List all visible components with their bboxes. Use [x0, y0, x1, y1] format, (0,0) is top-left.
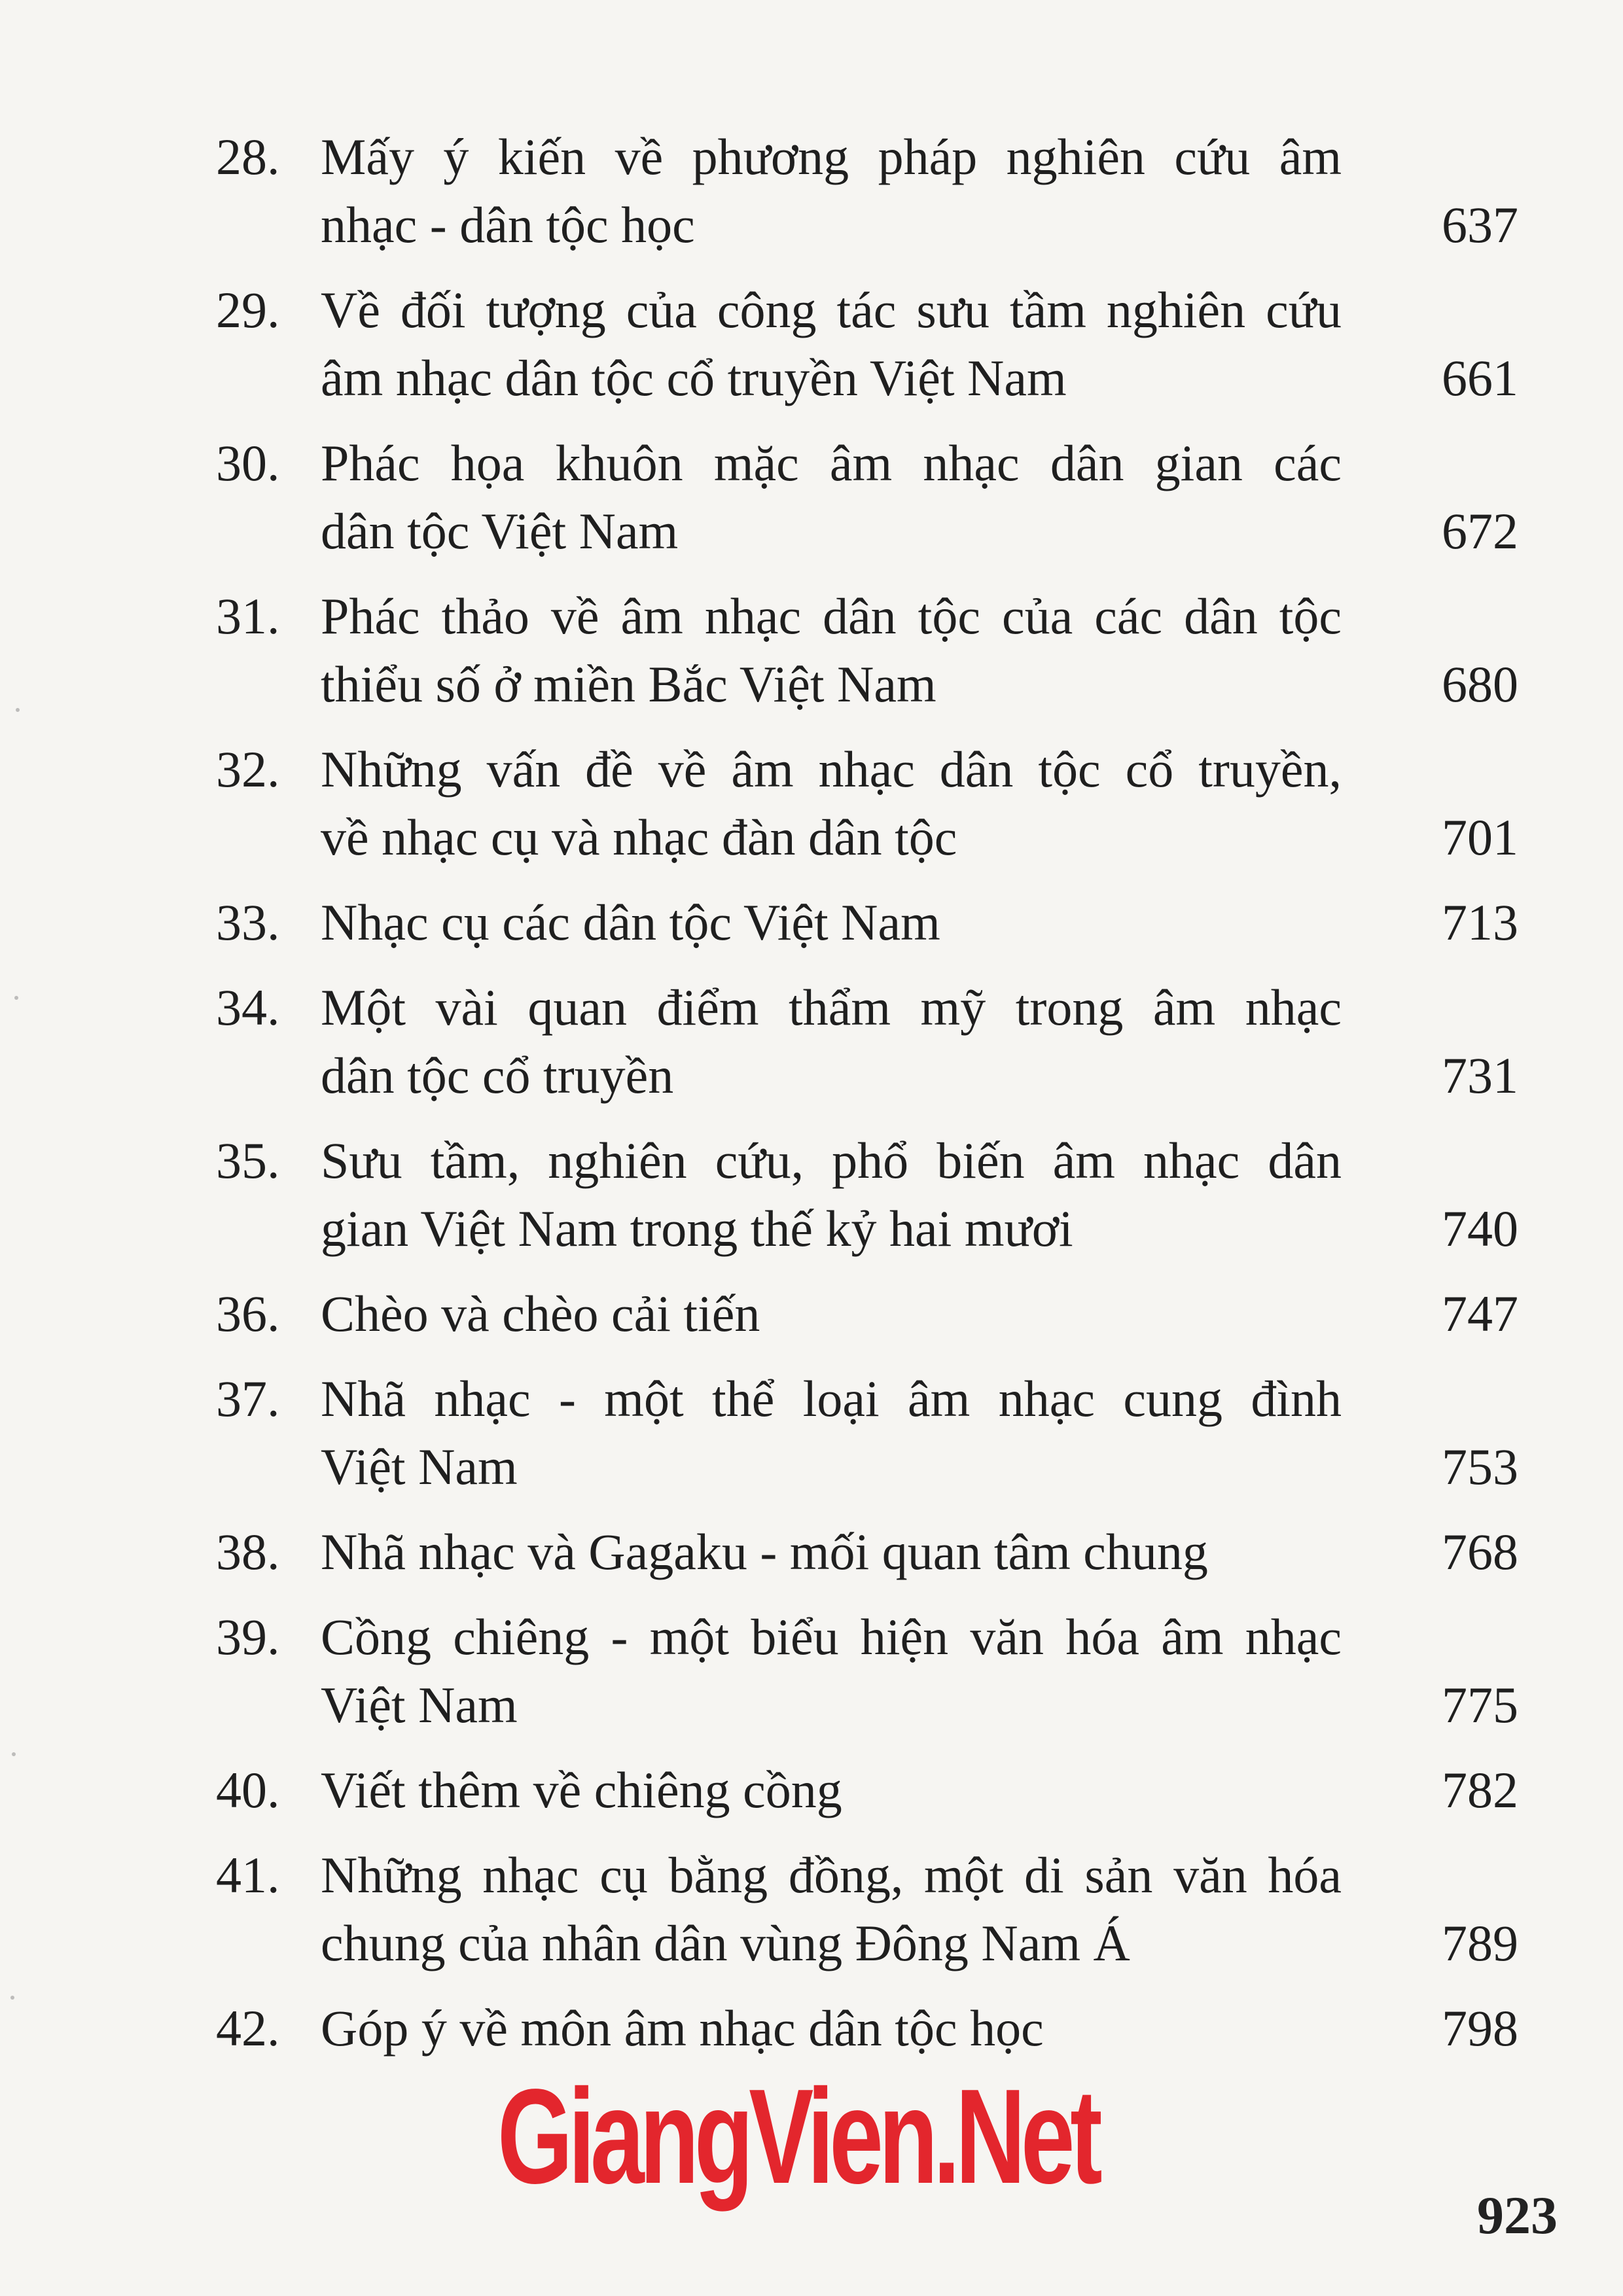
toc-entry [216, 1756, 1518, 1824]
entry-number: 33. [216, 894, 280, 951]
entry-title [321, 1841, 1342, 1977]
entry-title-line: Về đối tượng của công tác sưu tầm nghiên cứu [321, 281, 1342, 338]
entry-page-number: 680 [1442, 656, 1518, 713]
entry-page-number: 775 [1442, 1676, 1518, 1733]
entry-title [321, 429, 1342, 565]
entry-title [321, 1756, 1342, 1824]
entry-title-line: chung của nhân dân vùng Đông Nam Á [321, 1915, 1130, 1971]
entry-title-line: Mấy ý kiến về phương pháp nghiên cứu âm [321, 128, 1342, 185]
entry-page-number: 753 [1442, 1438, 1518, 1495]
entry-page-number: 782 [1442, 1761, 1518, 1818]
entry-page-number: 731 [1442, 1047, 1518, 1104]
entry-title-line: Nhã nhạc và Gagaku - mối quan tâm chung [321, 1523, 1208, 1580]
entry-page-number: 747 [1442, 1285, 1518, 1342]
entry-number: 36. [216, 1285, 280, 1342]
entry-title [321, 123, 1342, 259]
scan-speck [10, 1996, 14, 2000]
entry-title-line: Việt Nam [321, 1676, 518, 1733]
entry-title-line: về nhạc cụ và nhạc đàn dân tộc [321, 809, 957, 866]
entry-title-line: Những vấn đề về âm nhạc dân tộc cổ truyền, [321, 741, 1342, 798]
entry-title [321, 889, 1342, 957]
entry-title [321, 276, 1342, 412]
table-of-contents [216, 123, 1518, 2079]
entry-page-number: 701 [1442, 809, 1518, 866]
entry-number: 30. [216, 434, 280, 491]
entry-title [321, 974, 1342, 1110]
entry-title [321, 1280, 1342, 1348]
entry-title [321, 1365, 1342, 1501]
entry-title-line: Cồng chiêng - một biểu hiện văn hóa âm nhạc [321, 1608, 1342, 1665]
toc-entry [216, 889, 1518, 957]
entry-title-line: Góp ý về môn âm nhạc dân tộc học [321, 2000, 1044, 2057]
entry-title-line: dân tộc cổ truyền [321, 1047, 674, 1104]
scan-speck [12, 1752, 16, 1756]
entry-number: 39. [216, 1608, 280, 1665]
entry-title [321, 735, 1342, 872]
entry-title [321, 1127, 1342, 1263]
entry-title-line: Chèo và chèo cải tiến [321, 1285, 760, 1342]
entry-number: 31. [216, 588, 280, 645]
toc-entry [216, 1841, 1518, 1977]
toc-entry [216, 1365, 1518, 1501]
scan-speck [14, 996, 18, 1000]
entry-number: 32. [216, 741, 280, 798]
toc-entry [216, 974, 1518, 1110]
page-number: 923 [1477, 2185, 1558, 2245]
entry-number: 40. [216, 1761, 280, 1818]
toc-entry [216, 735, 1518, 872]
entry-number: 37. [216, 1370, 280, 1427]
watermark-logo: GiangVien.Net [497, 2061, 1098, 2212]
entry-page-number: 713 [1442, 894, 1518, 951]
entry-page-number: 768 [1442, 1523, 1518, 1580]
entry-title [321, 1603, 1342, 1739]
toc-entry [216, 1603, 1518, 1739]
entry-title-line: Sưu tầm, nghiên cứu, phổ biến âm nhạc dân [321, 1132, 1342, 1189]
entry-page-number: 661 [1442, 349, 1518, 406]
entry-title-line: thiểu số ở miền Bắc Việt Nam [321, 656, 936, 713]
entry-page-number: 798 [1442, 2000, 1518, 2057]
entry-title-line: Nhã nhạc - một thể loại âm nhạc cung đình [321, 1370, 1342, 1427]
entry-title-line: âm nhạc dân tộc cổ truyền Việt Nam [321, 349, 1067, 406]
entry-page-number: 740 [1442, 1200, 1518, 1257]
entry-title-line: Phác thảo về âm nhạc dân tộc của các dân tộc [321, 588, 1342, 645]
toc-entry [216, 429, 1518, 565]
entry-number: 35. [216, 1132, 280, 1189]
entry-title-line: Viết thêm về chiêng cồng [321, 1761, 842, 1818]
toc-entry [216, 1994, 1518, 2062]
entry-number: 34. [216, 979, 280, 1036]
toc-entry [216, 1127, 1518, 1263]
entry-title-line: nhạc - dân tộc học [321, 196, 695, 253]
entry-page-number: 637 [1442, 196, 1518, 253]
toc-entry [216, 276, 1518, 412]
toc-entry [216, 1518, 1518, 1586]
entry-title-line: gian Việt Nam trong thế kỷ hai mươi [321, 1200, 1073, 1257]
entry-number: 42. [216, 2000, 280, 2057]
entry-title-line: Một vài quan điểm thẩm mỹ trong âm nhạc [321, 979, 1342, 1036]
entry-title-line: dân tộc Việt Nam [321, 503, 679, 559]
entry-number: 29. [216, 281, 280, 338]
toc-entry [216, 582, 1518, 718]
entry-number: 28. [216, 128, 280, 185]
entry-title-line: Việt Nam [321, 1438, 518, 1495]
entry-number: 38. [216, 1523, 280, 1580]
entry-number: 41. [216, 1846, 280, 1903]
entry-title-line: Phác họa khuôn mặc âm nhạc dân gian các [321, 434, 1342, 491]
entry-page-number: 789 [1442, 1915, 1518, 1971]
entry-title [321, 1994, 1342, 2062]
entry-title-line: Nhạc cụ các dân tộc Việt Nam [321, 894, 940, 951]
entry-title-line: Những nhạc cụ bằng đồng, một di sản văn hóa [321, 1846, 1342, 1903]
toc-entry [216, 1280, 1518, 1348]
entry-title [321, 582, 1342, 718]
scan-speck [16, 708, 20, 712]
entry-page-number: 672 [1442, 503, 1518, 559]
entry-title [321, 1518, 1342, 1586]
toc-entry [216, 123, 1518, 259]
